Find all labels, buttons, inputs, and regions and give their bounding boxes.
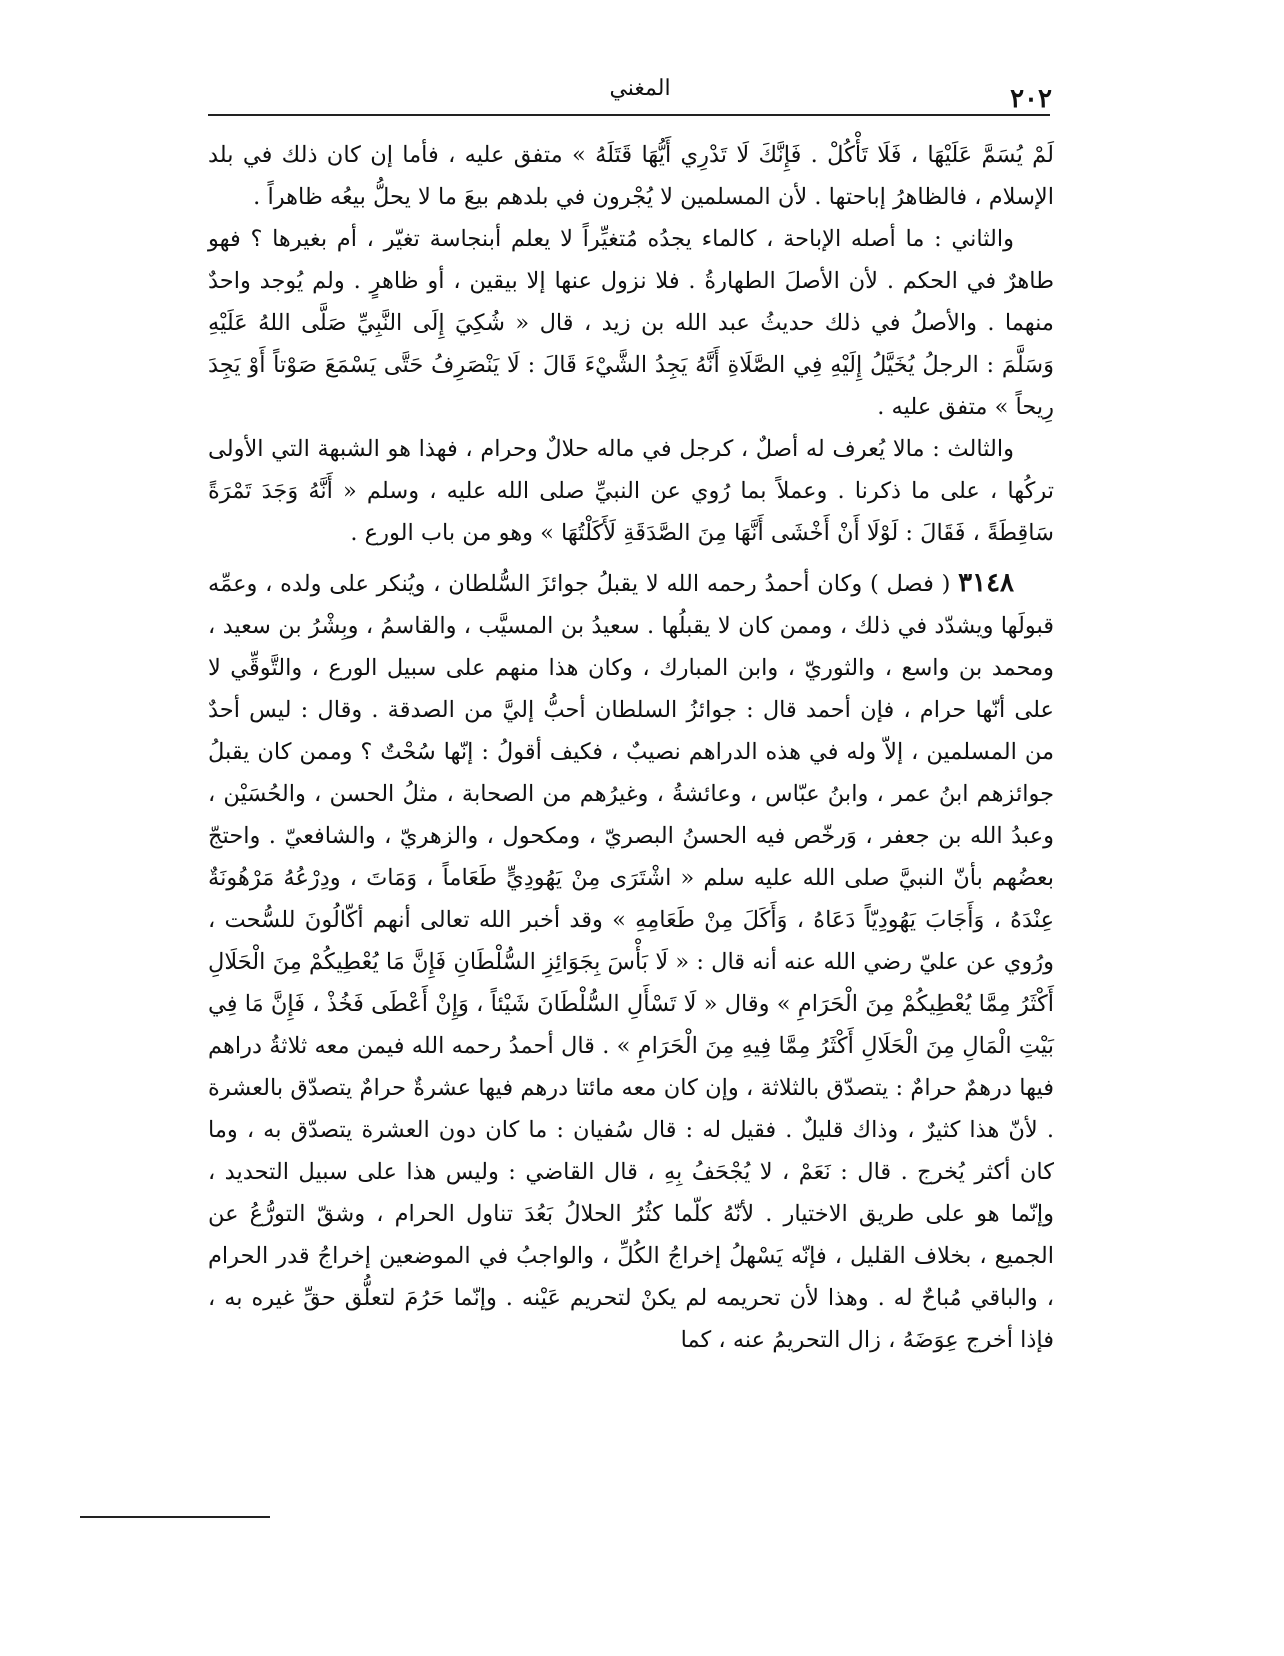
paragraph-2: والثاني : ما أصله الإباحة ، كالماء يجدُه مُتغيِّراً لا يعلم أبنجاسة تغيّر ، أم بغيرها ؟ فهو طاهرٌ في الحكم . لأن الأصلَ الطهارةُ . فلا نزول عنها إلا بيقين ، أو ظاهرٍ . ولم يُوجد واحدٌ منهما . والأصلُ في ذلك حديثُ عبد الله بن زيد ، قال « شُكِيَ إِلَى النَّبِيِّ صَلَّى اللهُ عَلَيْهِ وَسَلَّمَ : الرجلُ يُخَيَّلُ إِلَيْهِ فِي الصَّلَاةِ أَنَّهُ يَجِدُ الشَّيْءَ قَالَ : لَا يَنْصَرِفُ حَتَّى يَسْمَعَ صَوْتاً أَوْ يَجِدَ رِيحاً » متفق عليه .	[208, 226, 1054, 420]
section-paragraph	[208, 562, 1054, 1361]
section-gap	[208, 554, 1054, 562]
header-rule	[208, 114, 1050, 116]
body-text	[208, 134, 1054, 1361]
paragraph-4: ( فصل ) وكان أحمدُ رحمه الله لا يقبلُ جوائزَ السُّلطان ، ويُنكر على ولده ، وعمِّه قبولَها ويشدّد في ذلك ، وممن كان لا يقبلُها . سعيدُ بن المسيَّب ، والقاسمُ ، وبِشْرُ بن سعيد ، ومحمد بن واسع ، والثوريّ ، وابن المبارك ، وكان هذا منهم على سبيل الورع ، والتَّوقِّي لا على أنّها حرام ، فإن أحمد قال : جوائزُ السلطان أحبُّ إليَّ من الصدقة . وقال : ليس أحدٌ من المسلمين ، إلاّ وله في هذه الدراهم نصيبٌ ، فكيف أقولُ : إنّها سُحْتٌ ؟ وممن كان يقبلُ جوائزهم ابنُ عمر ، وابنُ عبّاس ، وعائشةُ ، وغيرُهم من الصحابة ، مثلُ الحسن ، والحُسَيْن ، وعبدُ الله بن جعفر ، وَرخّص فيه الحسنُ البصريّ ، ومكحول ، والزهريّ ، والشافعيّ . واحتجّ بعضُهم بأنّ النبيَّ صلى الله عليه سلم « اشْتَرَى مِنْ يَهُودِيٍّ طَعَاماً ، وَمَاتَ ، ودِرْعُهُ مَرْهُونَةٌ عِنْدَهُ ، وَأَجَابَ يَهُودِيّاً دَعَاهُ ، وَأَكَلَ مِنْ طَعَامِهِ » وقد أخبر الله تعالى أنهم أكّالُونَ للسُّحت ، ورُوي عن عليّ رضي الله عنه أنه قال : « لَا بَأْسَ بِجَوَائِزِ السُّلْطَانِ فَإِنَّ مَا يُعْطِيكُمْ مِنَ الْحَلَالِ أَكْثَرُ مِمَّا يُعْطِيكُمْ مِنَ الْحَرَامِ » وقال « لَا تَسْأَلِ السُّلْطَانَ شَيْئاً ، وَإِنْ أَعْطَى فَخُذْ ، فَإِنَّ مَا فِي بَيْتِ الْمَالِ مِنَ الْحَلَالِ أَكْثَرُ مِمَّا فِيهِ مِنَ الْحَرَامِ » . قال أحمدُ رحمه الله فيمن معه ثلاثةُ دراهم فيها درهمٌ حرامٌ : يتصدّق بالثلاثة ، وإن كان معه مائتا درهم فيها عشرةٌ حرامٌ يتصدّق بالعشرة . لأنّ هذا كثيرٌ ، وذاك قليلٌ . فقيل له : قال سُفيان : ما كان دون العشرة يتصدّق به ، وما كان أكثر يُخرج . قال : نَعَمْ ، لا يُجْحَفُ بِهِ ، قال القاضي : وليس هذا على سبيل التحديد ، وإنّما هو على طريق الاختيار . لأنّهُ كلّما كثُرُ الحلالُ بَعُدَ تناول الحرام ، وشقّ التورُّعُ عن الجميع ، بخلاف القليل ، فإنّه يَسْهلُ إخراجُ الكُلِّ ، والواجبُ في الموضعين إخراجُ قدر الحرام ، والباقي مُباحٌ له . وهذا لأن تحريمه لم يكنْ لتحريم عَيْنه . وإنّما حَرُمَ لتعلُّق حقِّ غيره به ، فإذا أخرج عِوَضَهُ ، زال التحريمُ عنه ، كما	[208, 571, 1054, 1353]
paragraph-3: والثالث : مالا يُعرف له أصلٌ ، كرجل في ماله حلالٌ وحرام ، فهذا هو الشبهة التي الأولى تركُها ، على ما ذكرنا . وعملاً بما رُوي عن النبيِّ صلى الله عليه ، وسلم « أَنَّهُ وَجَدَ تَمْرَةً سَاقِطَةً ، فَقَالَ : لَوْلَا أَنْ أَخْشَى أَنَّهَا مِنَ الصَّدَقَةِ لَأَكَلْتُهَا » وهو من باب الورع .	[208, 436, 1054, 546]
page-number: ٢٠٢	[1010, 84, 1052, 114]
section-number: ٣١٤٨	[958, 568, 1015, 598]
running-title: المغني	[609, 76, 671, 101]
paragraph-1: لَمْ يُسَمَّ عَلَيْهَا ، فَلَا تَأْكُلْ . فَإِنَّكَ لَا تَدْرِي أَيُّهَا قَتَلَهُ » متفق عليه ، فأما إن كان ذلك في بلد الإسلام ، فالظاهرُ إباحتها . لأن المسلمين لا يُجْرون في بلدهم بيعَ ما لا يحلُّ بيعُه ظاهراً .	[208, 142, 1054, 210]
footnote-rule	[80, 1516, 270, 1518]
